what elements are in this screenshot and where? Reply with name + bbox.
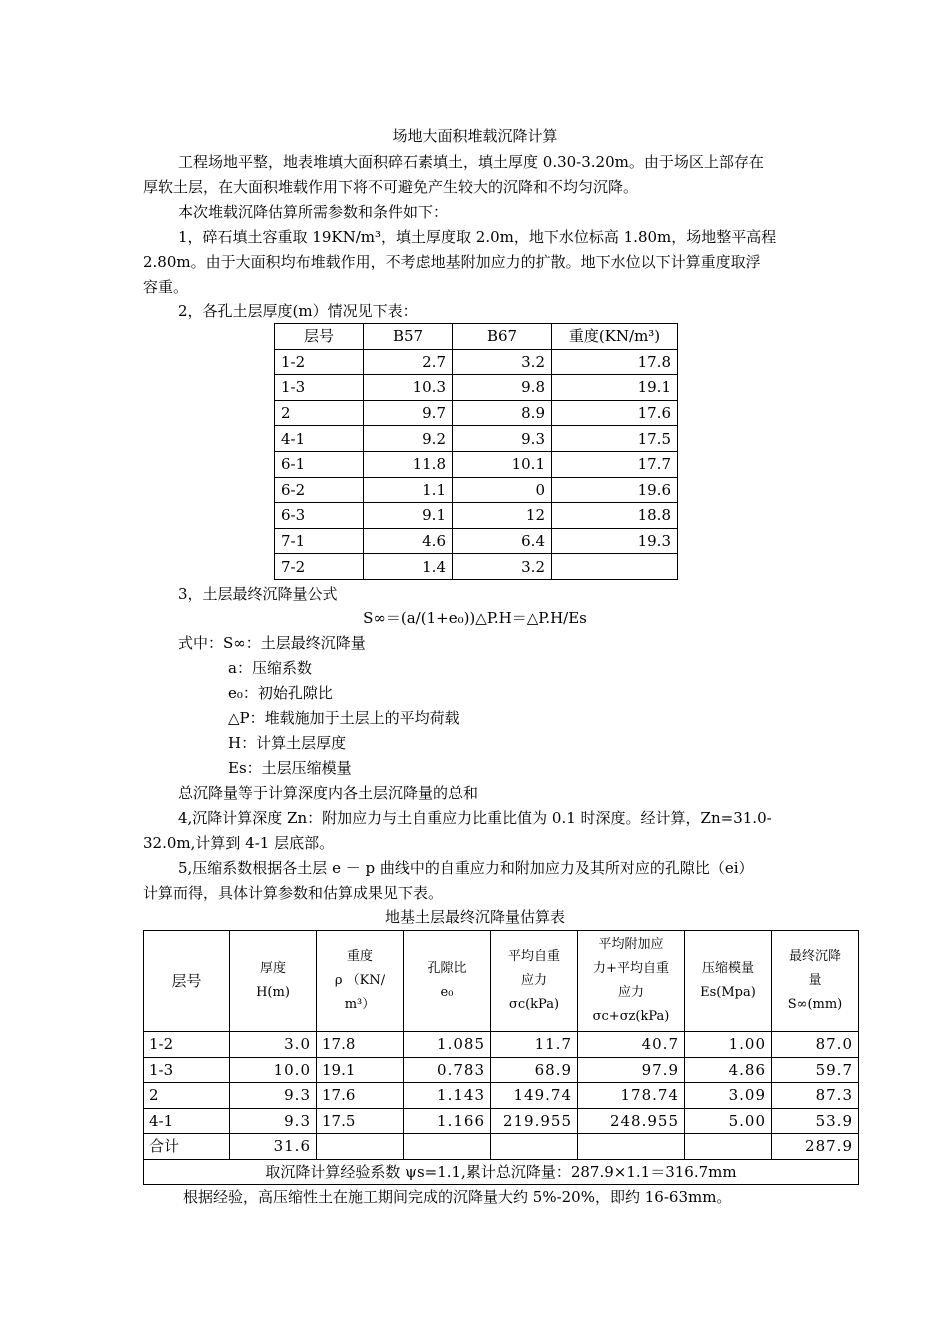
layer-thickness-table <box>274 323 678 580</box>
cell: 3.09 <box>685 1083 772 1109</box>
cell: 219.955 <box>491 1108 578 1134</box>
cell <box>317 1134 404 1160</box>
conclusion: 根据经验，高压缩性土在施工期间完成的沉降量大约 5%-20%，即约 16-63mm。 <box>183 1188 732 1206</box>
settlement-formula: S∞＝(a/(1+e₀))△P.H＝△P.H/Es <box>363 609 587 627</box>
cell: 19.3 <box>552 528 678 554</box>
cell: 178.74 <box>578 1083 685 1109</box>
cell: 18.8 <box>552 503 678 529</box>
header-cell: B57 <box>364 324 453 350</box>
table-row <box>144 1057 859 1083</box>
total-note: 总沉降量等于计算深度内各土层沉降量的总和 <box>178 784 479 802</box>
header-line: 应力 <box>617 985 644 1000</box>
header-cell: B67 <box>453 324 552 350</box>
cell: 19.6 <box>552 477 678 503</box>
cell: 12 <box>453 503 552 529</box>
cell: 5.00 <box>685 1108 772 1134</box>
header-line: 平均附加应 <box>598 937 664 952</box>
cell: 1.166 <box>404 1108 491 1134</box>
cell: 7-2 <box>275 554 364 580</box>
table-row <box>275 400 678 426</box>
total-label: 合计 <box>144 1134 230 1160</box>
header-cell <box>404 931 491 1032</box>
item3-text: 3，土层最终沉降量公式 <box>178 585 338 603</box>
cell: 17.5 <box>552 426 678 452</box>
header-line: ρ （KN/ <box>334 973 386 988</box>
cell: 1.4 <box>364 554 453 580</box>
table-row <box>275 426 678 452</box>
cell: 9.3 <box>230 1083 317 1109</box>
total-row <box>144 1134 859 1160</box>
cell: 3.2 <box>453 349 552 375</box>
header-line: 力+平均自重 <box>593 961 669 976</box>
table2-title: 地基土层最终沉降量估算表 <box>384 908 565 926</box>
header-line: S∞(mm) <box>787 997 843 1012</box>
header-line: 层号 <box>171 972 202 990</box>
table-row <box>144 1032 859 1058</box>
cell: 11.7 <box>491 1032 578 1058</box>
cell: 1-2 <box>144 1032 230 1058</box>
header-line: 压缩模量 <box>701 961 754 976</box>
definition-item: a：压缩系数 <box>228 659 312 677</box>
header-cell <box>230 931 317 1032</box>
conditions-intro: 本次堆载沉降估算所需参数和条件如下： <box>178 203 449 221</box>
item5-line-2: 计算而得，具体计算参数和估算成果见下表。 <box>143 884 444 902</box>
cell: 149.74 <box>491 1083 578 1109</box>
item1-line-1: 1，碎石填土容重取 19KN/m³，填土厚度取 2.0m，地下水位标高 1.80m，场地整平高程 <box>178 228 777 246</box>
header-line: 孔隙比 <box>427 961 467 976</box>
definition-item: e₀：初始孔隙比 <box>228 684 333 702</box>
header-cell: 层号 <box>275 324 364 350</box>
cell: 4-1 <box>275 426 364 452</box>
cell: 7-1 <box>275 528 364 554</box>
cell: 6-3 <box>275 503 364 529</box>
cell: 6-2 <box>275 477 364 503</box>
cell: 17.8 <box>317 1032 404 1058</box>
cell: 1.085 <box>404 1032 491 1058</box>
cell: 19.1 <box>552 375 678 401</box>
cell: 53.9 <box>772 1108 859 1134</box>
header-cell: 重度(KN/m³) <box>552 324 678 350</box>
header-line: σc(kPa) <box>508 997 560 1012</box>
cell: 9.3 <box>453 426 552 452</box>
cell: 97.9 <box>578 1057 685 1083</box>
cell: 9.7 <box>364 400 453 426</box>
header-line: m³） <box>344 997 376 1012</box>
cell: 10.1 <box>453 451 552 477</box>
header-line: σc+σz(kPa) <box>592 1009 670 1024</box>
header-line: e₀ <box>440 985 454 1000</box>
cell: 17.7 <box>552 451 678 477</box>
cell <box>404 1134 491 1160</box>
cell: 9.8 <box>453 375 552 401</box>
cell: 0 <box>453 477 552 503</box>
cell: 6-1 <box>275 451 364 477</box>
cell: 17.6 <box>552 400 678 426</box>
definition-item: Es：土层压缩模量 <box>228 759 352 777</box>
header-line: 平均自重 <box>507 949 560 964</box>
cell: 10.3 <box>364 375 453 401</box>
cell: 3.2 <box>453 554 552 580</box>
footer-row <box>144 1159 859 1185</box>
table-row <box>144 1108 859 1134</box>
cell: 59.7 <box>772 1057 859 1083</box>
header-cell <box>685 931 772 1032</box>
header-cell <box>491 931 578 1032</box>
header-line: H(m) <box>256 985 290 1000</box>
cell: 11.8 <box>364 451 453 477</box>
header-line: 量 <box>808 973 822 988</box>
cell: 9.1 <box>364 503 453 529</box>
cell: 1-3 <box>144 1057 230 1083</box>
cell <box>578 1134 685 1160</box>
cell: 6.4 <box>453 528 552 554</box>
cell: 0.783 <box>404 1057 491 1083</box>
definition-item: △P：堆载施加于土层上的平均荷载 <box>228 709 460 727</box>
table-row <box>144 1083 859 1109</box>
cell: 8.9 <box>453 400 552 426</box>
item1-line-2: 2.80m。由于大面积均布堆载作用，不考虑地基附加应力的扩散。地下水位以下计算重度取浮 <box>143 253 761 271</box>
intro-line-1: 工程场地平整，地表堆填大面积碎石素填土，填土厚度 0.30-3.20m。由于场区上部存在 <box>178 153 764 171</box>
page-title: 场地大面积堆载沉降计算 <box>392 127 558 145</box>
cell: 1-3 <box>275 375 364 401</box>
cell: 4.6 <box>364 528 453 554</box>
table-row <box>275 503 678 529</box>
item4-line-1: 4,沉降计算深度 Zn：附加应力与土自重应力比重比值为 0.1 时深度。经计算，Zn=31.0- <box>178 809 772 827</box>
cell: 10.0 <box>230 1057 317 1083</box>
table-header-row <box>275 324 678 350</box>
total-thickness: 31.6 <box>230 1134 317 1160</box>
table-row <box>275 477 678 503</box>
table-row <box>275 554 678 580</box>
cell: 17.8 <box>552 349 678 375</box>
cell: 19.1 <box>317 1057 404 1083</box>
header-line: 厚度 <box>259 961 286 976</box>
cell <box>491 1134 578 1160</box>
table-row <box>275 375 678 401</box>
cell: 87.0 <box>772 1032 859 1058</box>
header-line: 最终沉降 <box>788 949 841 964</box>
header-cell <box>144 931 230 1032</box>
item5-line-1: 5,压缩系数根据各土层 e － p 曲线中的自重应力和附加应力及其所对应的孔隙比（ei） <box>178 859 754 877</box>
intro-line-2: 厚软土层，在大面积堆载作用下将不可避免产生较大的沉降和不均匀沉降。 <box>143 178 639 196</box>
cell: 9.2 <box>364 426 453 452</box>
table-row <box>275 349 678 375</box>
cell <box>552 554 678 580</box>
cell: 2 <box>275 400 364 426</box>
header-line: Es(Mpa) <box>700 985 756 1000</box>
cell: 68.9 <box>491 1057 578 1083</box>
settlement-estimate-table <box>143 930 859 1185</box>
table-header-row <box>144 931 859 1032</box>
item4-line-2: 32.0m,计算到 4-1 层底部。 <box>143 834 335 852</box>
table-footer: 取沉降计算经验系数 ψs=1.1,累计总沉降量：287.9×1.1＝316.7mm <box>144 1159 859 1185</box>
cell: 87.3 <box>772 1083 859 1109</box>
table-row <box>275 528 678 554</box>
header-cell <box>578 931 685 1032</box>
cell: 1.00 <box>685 1032 772 1058</box>
cell <box>685 1134 772 1160</box>
cell: 9.3 <box>230 1108 317 1134</box>
total-settlement: 287.9 <box>772 1134 859 1160</box>
cell: 17.5 <box>317 1108 404 1134</box>
header-line: 应力 <box>520 973 547 988</box>
cell: 248.955 <box>578 1108 685 1134</box>
cell: 1.1 <box>364 477 453 503</box>
definitions-intro: 式中：S∞：土层最终沉降量 <box>178 634 366 652</box>
cell: 1.143 <box>404 1083 491 1109</box>
header-line: 重度 <box>346 949 373 964</box>
cell: 3.0 <box>230 1032 317 1058</box>
table-row <box>275 451 678 477</box>
cell: 40.7 <box>578 1032 685 1058</box>
item1-line-3: 容重。 <box>143 278 189 296</box>
cell: 2.7 <box>364 349 453 375</box>
cell: 17.6 <box>317 1083 404 1109</box>
header-cell <box>772 931 859 1032</box>
cell: 4.86 <box>685 1057 772 1083</box>
cell: 1-2 <box>275 349 364 375</box>
cell: 4-1 <box>144 1108 230 1134</box>
cell: 2 <box>144 1083 230 1109</box>
header-cell <box>317 931 404 1032</box>
item2-text: 2，各孔土层厚度(m）情况见下表： <box>178 302 418 320</box>
definition-item: H：计算土层厚度 <box>228 734 347 752</box>
